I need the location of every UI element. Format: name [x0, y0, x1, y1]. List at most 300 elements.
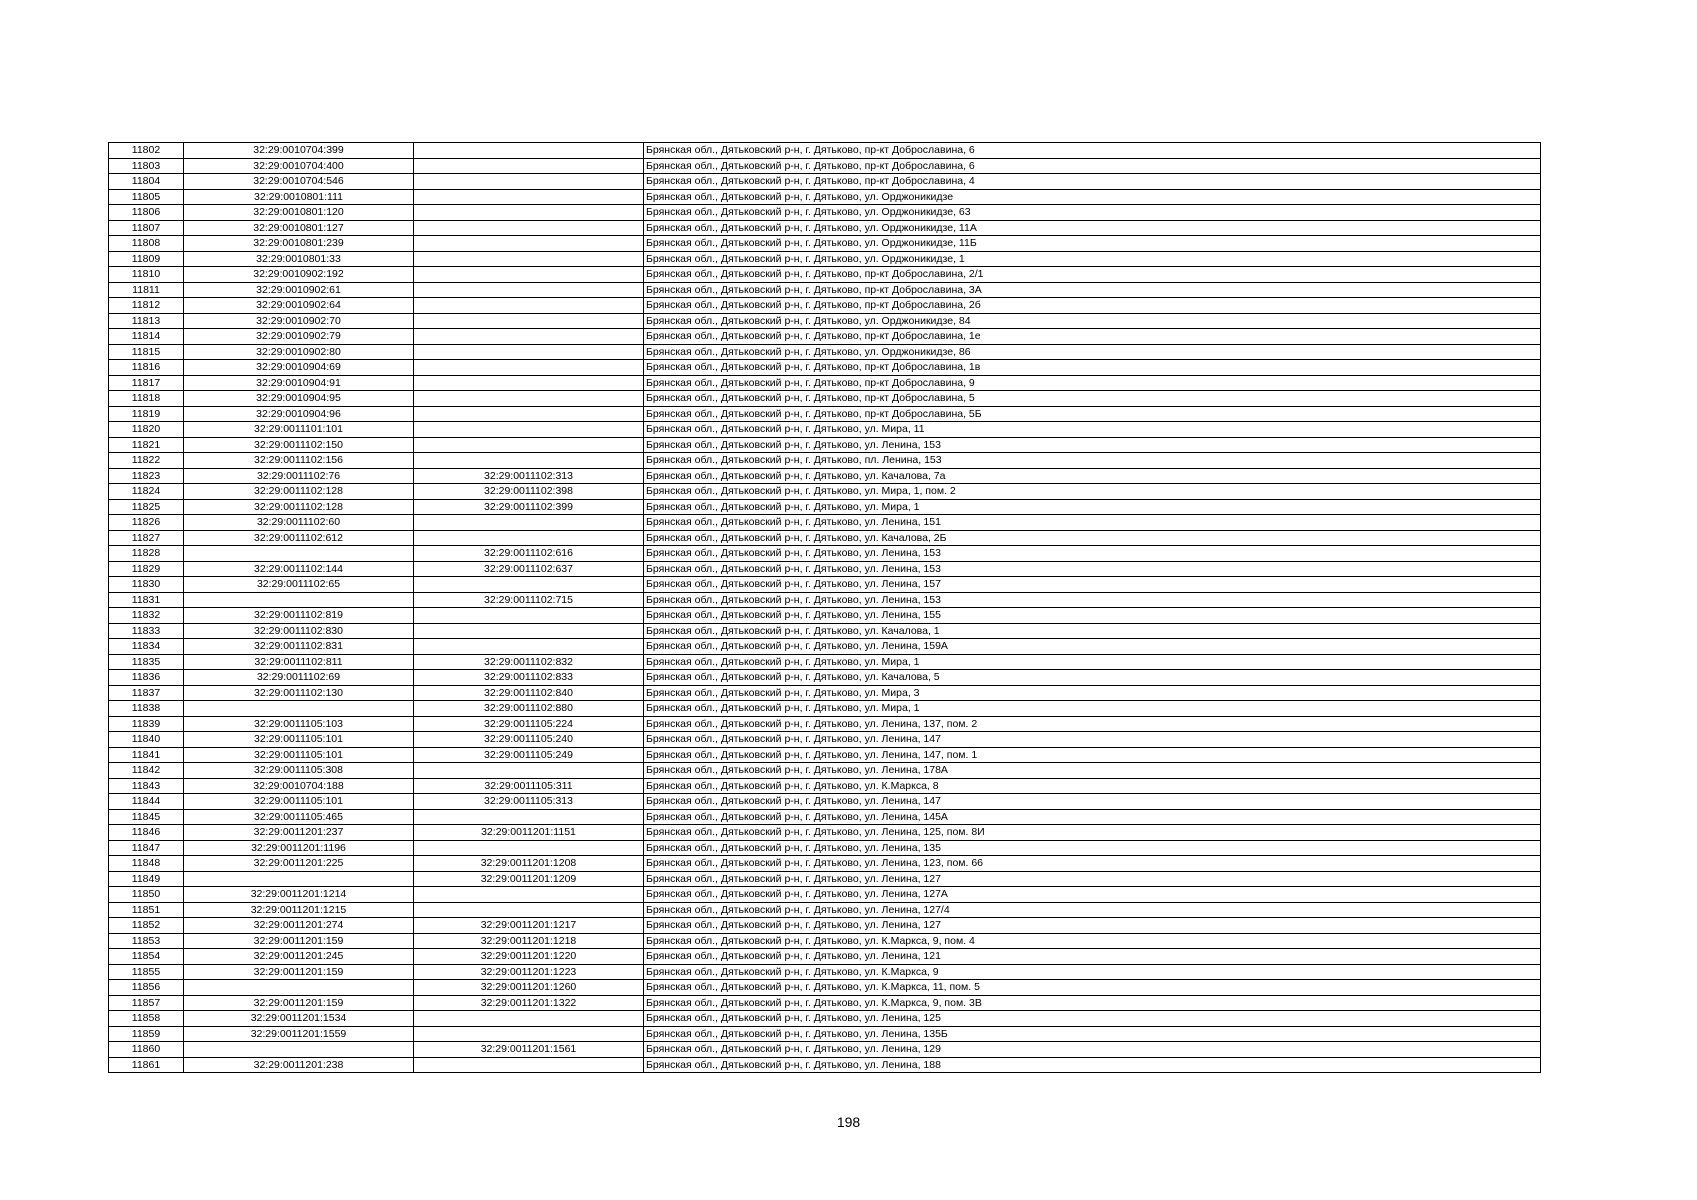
- cadastral-number-cell: [184, 592, 414, 608]
- row-number-cell: 11821: [109, 437, 184, 453]
- table-row: [109, 639, 1541, 655]
- address-cell: Брянская обл., Дятьковский р-н, г. Дятьково, ул. Орджоникидзе, 11Б: [644, 236, 1541, 252]
- related-cadastral-number-cell: 32:29:0011105:311: [414, 778, 644, 794]
- cadastral-number-cell: 32:29:0011102:830: [184, 623, 414, 639]
- table-row: [109, 902, 1541, 918]
- row-number-cell: 11842: [109, 763, 184, 779]
- address-cell: Брянская обл., Дятьковский р-н, г. Дятьково, ул. Ленина, 127А: [644, 887, 1541, 903]
- cadastral-number-cell: 32:29:0011105:465: [184, 809, 414, 825]
- row-number-cell: 11849: [109, 871, 184, 887]
- table-row: [109, 1011, 1541, 1027]
- cadastral-number-cell: 32:29:0011102:128: [184, 499, 414, 515]
- cadastral-number-cell: 32:29:0010902:70: [184, 313, 414, 329]
- table-row: [109, 623, 1541, 639]
- table-row: [109, 158, 1541, 174]
- address-cell: Брянская обл., Дятьковский р-н, г. Дятьково, ул. К.Маркса, 9, пом. 3В: [644, 995, 1541, 1011]
- address-cell: Брянская обл., Дятьковский р-н, г. Дятьково, ул. К.Маркса, 11, пом. 5: [644, 980, 1541, 996]
- row-number-cell: 11834: [109, 639, 184, 655]
- related-cadastral-number-cell: [414, 236, 644, 252]
- address-cell: Брянская обл., Дятьковский р-н, г. Дятьково, ул. Ленина, 129: [644, 1042, 1541, 1058]
- row-number-cell: 11825: [109, 499, 184, 515]
- related-cadastral-number-cell: [414, 205, 644, 221]
- table-row: [109, 391, 1541, 407]
- related-cadastral-number-cell: 32:29:0011102:715: [414, 592, 644, 608]
- cadastral-number-cell: 32:29:0010904:95: [184, 391, 414, 407]
- cadastral-number-cell: 32:29:0010801:120: [184, 205, 414, 221]
- related-cadastral-number-cell: [414, 453, 644, 469]
- table-row: [109, 964, 1541, 980]
- cadastral-number-cell: 32:29:0011102:65: [184, 577, 414, 593]
- table-row: [109, 794, 1541, 810]
- cadastral-number-cell: 32:29:0011201:159: [184, 995, 414, 1011]
- row-number-cell: 11804: [109, 174, 184, 190]
- table-row: [109, 499, 1541, 515]
- related-cadastral-number-cell: [414, 298, 644, 314]
- table-row: [109, 561, 1541, 577]
- address-cell: Брянская обл., Дятьковский р-н, г. Дятьково, ул. Орджоникидзе, 11А: [644, 220, 1541, 236]
- cadastral-number-cell: 32:29:0011102:156: [184, 453, 414, 469]
- related-cadastral-number-cell: 32:29:0011105:313: [414, 794, 644, 810]
- row-number-cell: 11844: [109, 794, 184, 810]
- address-cell: Брянская обл., Дятьковский р-н, г. Дятьково, ул. Мира, 1: [644, 499, 1541, 515]
- row-number-cell: 11810: [109, 267, 184, 283]
- table-row: [109, 453, 1541, 469]
- address-cell: Брянская обл., Дятьковский р-н, г. Дятьково, ул. Ленина, 125: [644, 1011, 1541, 1027]
- cadastral-number-cell: 32:29:0011102:831: [184, 639, 414, 655]
- address-cell: Брянская обл., Дятьковский р-н, г. Дятьково, пр-кт Доброславина, 5: [644, 391, 1541, 407]
- row-number-cell: 11811: [109, 282, 184, 298]
- address-cell: Брянская обл., Дятьковский р-н, г. Дятьково, пр-кт Доброславина, 3А: [644, 282, 1541, 298]
- address-cell: Брянская обл., Дятьковский р-н, г. Дятьково, пр-кт Доброславина, 4: [644, 174, 1541, 190]
- cadastral-number-cell: 32:29:0011105:101: [184, 794, 414, 810]
- address-cell: Брянская обл., Дятьковский р-н, г. Дятьково, ул. Ленина, 153: [644, 561, 1541, 577]
- table-row: [109, 484, 1541, 500]
- address-cell: Брянская обл., Дятьковский р-н, г. Дятьково, ул. Мира, 1, пом. 2: [644, 484, 1541, 500]
- cadastral-number-cell: 32:29:0011102:811: [184, 654, 414, 670]
- related-cadastral-number-cell: [414, 220, 644, 236]
- table-row: [109, 205, 1541, 221]
- table-row: [109, 220, 1541, 236]
- related-cadastral-number-cell: [414, 391, 644, 407]
- address-cell: Брянская обл., Дятьковский р-н, г. Дятьково, ул. Орджоникидзе, 1: [644, 251, 1541, 267]
- cadastral-number-cell: 32:29:0011201:1534: [184, 1011, 414, 1027]
- address-cell: Брянская обл., Дятьковский р-н, г. Дятьково, ул. Ленина, 153: [644, 546, 1541, 562]
- table-row: [109, 422, 1541, 438]
- related-cadastral-number-cell: [414, 422, 644, 438]
- cadastral-number-cell: 32:29:0011201:1214: [184, 887, 414, 903]
- row-number-cell: 11816: [109, 360, 184, 376]
- cadastral-number-cell: [184, 980, 414, 996]
- table-row: [109, 329, 1541, 345]
- cadastral-number-cell: 32:29:0011101:101: [184, 422, 414, 438]
- address-cell: Брянская обл., Дятьковский р-н, г. Дятьково, ул. Ленина, 127/4: [644, 902, 1541, 918]
- address-cell: Брянская обл., Дятьковский р-н, г. Дятьково, пр-кт Доброславина, 2/1: [644, 267, 1541, 283]
- address-cell: Брянская обл., Дятьковский р-н, г. Дятьково, ул. Ленина, 157: [644, 577, 1541, 593]
- table-row: [109, 360, 1541, 376]
- row-number-cell: 11830: [109, 577, 184, 593]
- cadastral-number-cell: 32:29:0010801:127: [184, 220, 414, 236]
- cadastral-number-cell: 32:29:0011201:1215: [184, 902, 414, 918]
- address-cell: Брянская обл., Дятьковский р-н, г. Дятьково, ул. Ленина, 125, пом. 8И: [644, 825, 1541, 841]
- table-row: [109, 654, 1541, 670]
- related-cadastral-number-cell: [414, 282, 644, 298]
- address-cell: Брянская обл., Дятьковский р-н, г. Дятьково, пр-кт Доброславина, 1е: [644, 329, 1541, 345]
- row-number-cell: 11835: [109, 654, 184, 670]
- table-row: [109, 825, 1541, 841]
- table-row: [109, 592, 1541, 608]
- related-cadastral-number-cell: [414, 577, 644, 593]
- cadastral-number-cell: 32:29:0011105:101: [184, 732, 414, 748]
- related-cadastral-number-cell: 32:29:0011201:1223: [414, 964, 644, 980]
- row-number-cell: 11855: [109, 964, 184, 980]
- table-row: [109, 840, 1541, 856]
- table-row: [109, 313, 1541, 329]
- table-row: [109, 515, 1541, 531]
- cadastral-number-cell: 32:29:0011102:130: [184, 685, 414, 701]
- cadastral-number-cell: 32:29:0010801:33: [184, 251, 414, 267]
- row-number-cell: 11845: [109, 809, 184, 825]
- table-row: [109, 670, 1541, 686]
- row-number-cell: 11838: [109, 701, 184, 717]
- row-number-cell: 11808: [109, 236, 184, 252]
- row-number-cell: 11814: [109, 329, 184, 345]
- cadastral-number-cell: 32:29:0011102:612: [184, 530, 414, 546]
- related-cadastral-number-cell: 32:29:0011102:840: [414, 685, 644, 701]
- related-cadastral-number-cell: 32:29:0011102:637: [414, 561, 644, 577]
- related-cadastral-number-cell: 32:29:0011102:833: [414, 670, 644, 686]
- address-cell: Брянская обл., Дятьковский р-н, г. Дятьково, ул. Ленина, 135: [644, 840, 1541, 856]
- cadastral-number-cell: 32:29:0011102:819: [184, 608, 414, 624]
- table-row: [109, 887, 1541, 903]
- related-cadastral-number-cell: 32:29:0011201:1218: [414, 933, 644, 949]
- address-cell: Брянская обл., Дятьковский р-н, г. Дятьково, ул. Ленина, 155: [644, 608, 1541, 624]
- row-number-cell: 11832: [109, 608, 184, 624]
- cadastral-number-cell: 32:29:0011102:76: [184, 468, 414, 484]
- row-number-cell: 11840: [109, 732, 184, 748]
- table-row: [109, 949, 1541, 965]
- related-cadastral-number-cell: [414, 375, 644, 391]
- related-cadastral-number-cell: [414, 515, 644, 531]
- related-cadastral-number-cell: [414, 313, 644, 329]
- address-cell: Брянская обл., Дятьковский р-н, г. Дятьково, ул. К.Маркса, 9: [644, 964, 1541, 980]
- page-number: 198: [836, 1114, 861, 1130]
- related-cadastral-number-cell: [414, 189, 644, 205]
- table-row: [109, 267, 1541, 283]
- row-number-cell: 11802: [109, 143, 184, 159]
- registry-table: [108, 142, 1541, 1073]
- related-cadastral-number-cell: [414, 158, 644, 174]
- row-number-cell: 11812: [109, 298, 184, 314]
- related-cadastral-number-cell: [414, 437, 644, 453]
- address-cell: Брянская обл., Дятьковский р-н, г. Дятьково, ул. Ленина, 147, пом. 1: [644, 747, 1541, 763]
- related-cadastral-number-cell: [414, 174, 644, 190]
- cadastral-number-cell: 32:29:0011201:237: [184, 825, 414, 841]
- table-row: [109, 468, 1541, 484]
- related-cadastral-number-cell: 32:29:0011201:1322: [414, 995, 644, 1011]
- registry-table-body: [109, 143, 1541, 1073]
- address-cell: Брянская обл., Дятьковский р-н, г. Дятьково, ул. Орджоникидзе, 84: [644, 313, 1541, 329]
- row-number-cell: 11803: [109, 158, 184, 174]
- address-cell: Брянская обл., Дятьковский р-н, г. Дятьково, ул. Ленина, 188: [644, 1057, 1541, 1073]
- related-cadastral-number-cell: 32:29:0011102:399: [414, 499, 644, 515]
- row-number-cell: 11839: [109, 716, 184, 732]
- address-cell: Брянская обл., Дятьковский р-н, г. Дятьково, ул. Качалова, 1: [644, 623, 1541, 639]
- related-cadastral-number-cell: [414, 344, 644, 360]
- row-number-cell: 11831: [109, 592, 184, 608]
- row-number-cell: 11861: [109, 1057, 184, 1073]
- address-cell: Брянская обл., Дятьковский р-н, г. Дятьково, ул. К.Маркса, 8: [644, 778, 1541, 794]
- table-row: [109, 437, 1541, 453]
- row-number-cell: 11860: [109, 1042, 184, 1058]
- row-number-cell: 11805: [109, 189, 184, 205]
- cadastral-number-cell: 32:29:0010704:400: [184, 158, 414, 174]
- table-row: [109, 778, 1541, 794]
- address-cell: Брянская обл., Дятьковский р-н, г. Дятьково, ул. Ленина, 147: [644, 732, 1541, 748]
- row-number-cell: 11822: [109, 453, 184, 469]
- related-cadastral-number-cell: [414, 623, 644, 639]
- cadastral-number-cell: [184, 546, 414, 562]
- address-cell: Брянская обл., Дятьковский р-н, г. Дятьково, ул. Мира, 1: [644, 701, 1541, 717]
- related-cadastral-number-cell: [414, 360, 644, 376]
- related-cadastral-number-cell: 32:29:0011102:832: [414, 654, 644, 670]
- cadastral-number-cell: 32:29:0010704:188: [184, 778, 414, 794]
- related-cadastral-number-cell: 32:29:0011201:1561: [414, 1042, 644, 1058]
- related-cadastral-number-cell: 32:29:0011201:1209: [414, 871, 644, 887]
- table-row: [109, 980, 1541, 996]
- related-cadastral-number-cell: [414, 840, 644, 856]
- row-number-cell: 11847: [109, 840, 184, 856]
- table-row: [109, 236, 1541, 252]
- address-cell: Брянская обл., Дятьковский р-н, г. Дятьково, ул. Ленина, 153: [644, 592, 1541, 608]
- related-cadastral-number-cell: 32:29:0011102:398: [414, 484, 644, 500]
- related-cadastral-number-cell: [414, 763, 644, 779]
- table-row: [109, 918, 1541, 934]
- address-cell: Брянская обл., Дятьковский р-н, г. Дятьково, ул. К.Маркса, 9, пом. 4: [644, 933, 1541, 949]
- table-row: [109, 1026, 1541, 1042]
- row-number-cell: 11826: [109, 515, 184, 531]
- cadastral-number-cell: 32:29:0011201:274: [184, 918, 414, 934]
- related-cadastral-number-cell: [414, 608, 644, 624]
- row-number-cell: 11852: [109, 918, 184, 934]
- table-row: [109, 763, 1541, 779]
- address-cell: Брянская обл., Дятьковский р-н, г. Дятьково, ул. Ленина, 127: [644, 918, 1541, 934]
- address-cell: Брянская обл., Дятьковский р-н, г. Дятьково, пр-кт Доброславина, 9: [644, 375, 1541, 391]
- row-number-cell: 11828: [109, 546, 184, 562]
- table-row: [109, 298, 1541, 314]
- cadastral-number-cell: 32:29:0011102:60: [184, 515, 414, 531]
- related-cadastral-number-cell: 32:29:0011201:1208: [414, 856, 644, 872]
- related-cadastral-number-cell: 32:29:0011105:224: [414, 716, 644, 732]
- address-cell: Брянская обл., Дятьковский р-н, г. Дятьково, пр-кт Доброславина, 6: [644, 143, 1541, 159]
- table-row: [109, 174, 1541, 190]
- row-number-cell: 11859: [109, 1026, 184, 1042]
- related-cadastral-number-cell: 32:29:0011201:1151: [414, 825, 644, 841]
- row-number-cell: 11817: [109, 375, 184, 391]
- row-number-cell: 11850: [109, 887, 184, 903]
- related-cadastral-number-cell: 32:29:0011201:1220: [414, 949, 644, 965]
- row-number-cell: 11846: [109, 825, 184, 841]
- cadastral-number-cell: [184, 701, 414, 717]
- table-row: [109, 701, 1541, 717]
- row-number-cell: 11820: [109, 422, 184, 438]
- table-row: [109, 608, 1541, 624]
- cadastral-number-cell: 32:29:0010904:91: [184, 375, 414, 391]
- cadastral-number-cell: 32:29:0010801:111: [184, 189, 414, 205]
- table-row: [109, 282, 1541, 298]
- table-row: [109, 546, 1541, 562]
- related-cadastral-number-cell: 32:29:0011102:313: [414, 468, 644, 484]
- related-cadastral-number-cell: [414, 887, 644, 903]
- row-number-cell: 11858: [109, 1011, 184, 1027]
- row-number-cell: 11857: [109, 995, 184, 1011]
- address-cell: Брянская обл., Дятьковский р-н, г. Дятьково, ул. Мира, 1: [644, 654, 1541, 670]
- cadastral-number-cell: 32:29:0010902:79: [184, 329, 414, 345]
- table-row: [109, 189, 1541, 205]
- cadastral-number-cell: 32:29:0011102:150: [184, 437, 414, 453]
- table-row: [109, 577, 1541, 593]
- row-number-cell: 11853: [109, 933, 184, 949]
- row-number-cell: 11815: [109, 344, 184, 360]
- cadastral-number-cell: 32:29:0010704:546: [184, 174, 414, 190]
- row-number-cell: 11809: [109, 251, 184, 267]
- cadastral-number-cell: 32:29:0011201:1559: [184, 1026, 414, 1042]
- cadastral-number-cell: [184, 871, 414, 887]
- address-cell: Брянская обл., Дятьковский р-н, г. Дятьково, ул. Качалова, 5: [644, 670, 1541, 686]
- address-cell: Брянская обл., Дятьковский р-н, г. Дятьково, пр-кт Доброславина, 2б: [644, 298, 1541, 314]
- address-cell: Брянская обл., Дятьковский р-н, г. Дятьково, ул. Орджоникидзе: [644, 189, 1541, 205]
- row-number-cell: 11818: [109, 391, 184, 407]
- cadastral-number-cell: 32:29:0010902:80: [184, 344, 414, 360]
- table-row: [109, 732, 1541, 748]
- cadastral-number-cell: 32:29:0011201:159: [184, 933, 414, 949]
- address-cell: Брянская обл., Дятьковский р-н, г. Дятьково, ул. Ленина, 159А: [644, 639, 1541, 655]
- cadastral-number-cell: 32:29:0011201:1196: [184, 840, 414, 856]
- cadastral-number-cell: 32:29:0011201:225: [184, 856, 414, 872]
- cadastral-number-cell: 32:29:0011102:69: [184, 670, 414, 686]
- table-row: [109, 871, 1541, 887]
- related-cadastral-number-cell: 32:29:0011102:616: [414, 546, 644, 562]
- table-row: [109, 530, 1541, 546]
- cadastral-number-cell: 32:29:0011201:245: [184, 949, 414, 965]
- row-number-cell: 11837: [109, 685, 184, 701]
- cadastral-number-cell: [184, 1042, 414, 1058]
- related-cadastral-number-cell: 32:29:0011201:1217: [414, 918, 644, 934]
- address-cell: Брянская обл., Дятьковский р-н, г. Дятьково, ул. Ленина, 127: [644, 871, 1541, 887]
- row-number-cell: 11856: [109, 980, 184, 996]
- row-number-cell: 11819: [109, 406, 184, 422]
- table-row: [109, 1057, 1541, 1073]
- related-cadastral-number-cell: [414, 639, 644, 655]
- cadastral-number-cell: 32:29:0010902:64: [184, 298, 414, 314]
- address-cell: Брянская обл., Дятьковский р-н, г. Дятьково, ул. Ленина, 135Б: [644, 1026, 1541, 1042]
- related-cadastral-number-cell: 32:29:0011102:880: [414, 701, 644, 717]
- row-number-cell: 11843: [109, 778, 184, 794]
- cadastral-number-cell: 32:29:0011102:128: [184, 484, 414, 500]
- related-cadastral-number-cell: [414, 809, 644, 825]
- row-number-cell: 11854: [109, 949, 184, 965]
- address-cell: Брянская обл., Дятьковский р-н, г. Дятьково, ул. Орджоникидзе, 63: [644, 205, 1541, 221]
- cadastral-number-cell: 32:29:0011201:238: [184, 1057, 414, 1073]
- related-cadastral-number-cell: [414, 267, 644, 283]
- address-cell: Брянская обл., Дятьковский р-н, г. Дятьково, ул. Ленина, 123, пом. 66: [644, 856, 1541, 872]
- row-number-cell: 11824: [109, 484, 184, 500]
- cadastral-number-cell: 32:29:0011201:159: [184, 964, 414, 980]
- related-cadastral-number-cell: 32:29:0011201:1260: [414, 980, 644, 996]
- table-row: [109, 143, 1541, 159]
- address-cell: Брянская обл., Дятьковский р-н, г. Дятьково, ул. Мира, 3: [644, 685, 1541, 701]
- address-cell: Брянская обл., Дятьковский р-н, г. Дятьково, ул. Качалова, 7а: [644, 468, 1541, 484]
- row-number-cell: 11833: [109, 623, 184, 639]
- related-cadastral-number-cell: [414, 329, 644, 345]
- related-cadastral-number-cell: 32:29:0011105:240: [414, 732, 644, 748]
- row-number-cell: 11829: [109, 561, 184, 577]
- table-row: [109, 375, 1541, 391]
- row-number-cell: 11836: [109, 670, 184, 686]
- address-cell: Брянская обл., Дятьковский р-н, г. Дятьково, ул. Ленина, 178А: [644, 763, 1541, 779]
- cadastral-number-cell: 32:29:0011105:308: [184, 763, 414, 779]
- address-cell: Брянская обл., Дятьковский р-н, г. Дятьково, ул. Ленина, 121: [644, 949, 1541, 965]
- table-row: [109, 747, 1541, 763]
- row-number-cell: 11848: [109, 856, 184, 872]
- cadastral-number-cell: 32:29:0010904:96: [184, 406, 414, 422]
- cadastral-number-cell: 32:29:0011102:144: [184, 561, 414, 577]
- row-number-cell: 11806: [109, 205, 184, 221]
- row-number-cell: 11841: [109, 747, 184, 763]
- row-number-cell: 11827: [109, 530, 184, 546]
- cadastral-number-cell: 32:29:0011105:101: [184, 747, 414, 763]
- related-cadastral-number-cell: [414, 1011, 644, 1027]
- cadastral-number-cell: 32:29:0010902:61: [184, 282, 414, 298]
- address-cell: Брянская обл., Дятьковский р-н, г. Дятьково, ул. Качалова, 2Б: [644, 530, 1541, 546]
- table-row: [109, 406, 1541, 422]
- address-cell: Брянская обл., Дятьковский р-н, г. Дятьково, ул. Ленина, 153: [644, 437, 1541, 453]
- related-cadastral-number-cell: [414, 530, 644, 546]
- row-number-cell: 11813: [109, 313, 184, 329]
- row-number-cell: 11851: [109, 902, 184, 918]
- related-cadastral-number-cell: 32:29:0011105:249: [414, 747, 644, 763]
- address-cell: Брянская обл., Дятьковский р-н, г. Дятьково, пр-кт Доброславина, 5Б: [644, 406, 1541, 422]
- related-cadastral-number-cell: [414, 251, 644, 267]
- table-row: [109, 995, 1541, 1011]
- address-cell: Брянская обл., Дятьковский р-н, г. Дятьково, ул. Мира, 11: [644, 422, 1541, 438]
- table-row: [109, 251, 1541, 267]
- cadastral-number-cell: 32:29:0010704:399: [184, 143, 414, 159]
- table-row: [109, 1042, 1541, 1058]
- cadastral-number-cell: 32:29:0011105:103: [184, 716, 414, 732]
- address-cell: Брянская обл., Дятьковский р-н, г. Дятьково, ул. Ленина, 137, пом. 2: [644, 716, 1541, 732]
- cadastral-number-cell: 32:29:0010902:192: [184, 267, 414, 283]
- table-row: [109, 933, 1541, 949]
- address-cell: Брянская обл., Дятьковский р-н, г. Дятьково, ул. Ленина, 147: [644, 794, 1541, 810]
- address-cell: Брянская обл., Дятьковский р-н, г. Дятьково, ул. Ленина, 151: [644, 515, 1541, 531]
- related-cadastral-number-cell: [414, 1057, 644, 1073]
- cadastral-number-cell: 32:29:0010801:239: [184, 236, 414, 252]
- table-row: [109, 344, 1541, 360]
- related-cadastral-number-cell: [414, 406, 644, 422]
- related-cadastral-number-cell: [414, 1026, 644, 1042]
- address-cell: Брянская обл., Дятьковский р-н, г. Дятьково, пл. Ленина, 153: [644, 453, 1541, 469]
- table-row: [109, 809, 1541, 825]
- table-row: [109, 856, 1541, 872]
- address-cell: Брянская обл., Дятьковский р-н, г. Дятьково, пр-кт Доброславина, 6: [644, 158, 1541, 174]
- row-number-cell: 11807: [109, 220, 184, 236]
- address-cell: Брянская обл., Дятьковский р-н, г. Дятьково, ул. Ленина, 145А: [644, 809, 1541, 825]
- address-cell: Брянская обл., Дятьковский р-н, г. Дятьково, ул. Орджоникидзе, 86: [644, 344, 1541, 360]
- related-cadastral-number-cell: [414, 143, 644, 159]
- table-row: [109, 685, 1541, 701]
- cadastral-number-cell: 32:29:0010904:69: [184, 360, 414, 376]
- table-row: [109, 716, 1541, 732]
